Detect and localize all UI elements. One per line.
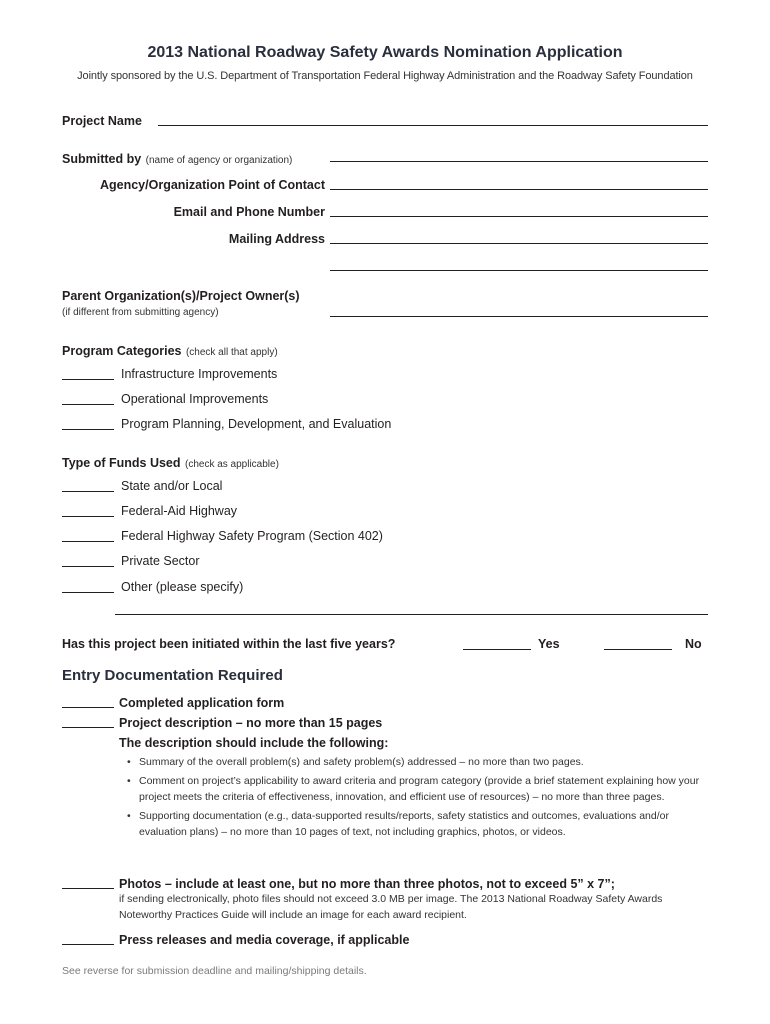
funds-heading: [62, 454, 279, 472]
doc-completed-form: Completed application form: [119, 696, 285, 710]
point-of-contact-field[interactable]: [330, 189, 708, 190]
initiated-no-field[interactable]: [604, 649, 672, 650]
bullet-dot-icon: •: [127, 774, 131, 787]
initiated-question: Has this project been initiated within the last five years?: [62, 637, 396, 651]
bullet-dot-icon: •: [127, 809, 131, 822]
funds-option-private: Private Sector: [121, 554, 200, 568]
submitted-by-note: (name of agency or organization): [145, 155, 293, 166]
category-checkbox-planning[interactable]: [62, 429, 114, 430]
page-footer: See reverse for submission deadline and mailing/shipping details.: [62, 965, 367, 977]
category-option-operational: Operational Improvements: [121, 392, 269, 406]
category-option-infrastructure: Infrastructure Improvements: [121, 367, 278, 381]
category-option-planning: Program Planning, Development, and Evaluation: [121, 417, 392, 431]
page-title: 2013 National Roadway Safety Awards Nomination Application: [147, 44, 623, 61]
category-checkbox-operational[interactable]: [62, 404, 114, 405]
doc-press: Press releases and media coverage, if applicable: [119, 933, 410, 947]
doc-checkbox-completed-form[interactable]: [62, 707, 114, 708]
documentation-heading: Entry Documentation Required: [62, 667, 283, 684]
point-of-contact-label: Agency/Organization Point of Contact: [99, 178, 325, 192]
funds-other-specify-field[interactable]: [115, 614, 708, 615]
program-categories-title: Program Categories: [62, 344, 182, 358]
funds-option-federal-aid: Federal-Aid Highway: [121, 504, 238, 518]
funds-checkbox-federal-aid[interactable]: [62, 516, 114, 517]
funds-checkbox-state[interactable]: [62, 491, 114, 492]
submitted-by-label: Submitted by: [62, 152, 142, 166]
parent-org-note: (if different from submitting agency): [62, 307, 219, 318]
initiated-yes-field[interactable]: [463, 649, 531, 650]
funds-option-state: State and/or Local: [121, 479, 223, 493]
doc-project-description: Project description – no more than 15 pages: [119, 716, 383, 730]
email-phone-label: Email and Phone Number: [173, 205, 325, 219]
funds-checkbox-other[interactable]: [62, 592, 114, 593]
doc-checkbox-press[interactable]: [62, 944, 114, 945]
doc-bullet-item: [127, 754, 714, 771]
initiated-yes-label: Yes: [538, 637, 560, 651]
doc-bullet-text: Summary of the overall problem(s) and safety problem(s) addressed – no more than two pages.: [139, 756, 584, 768]
doc-bullet-item: [127, 808, 704, 841]
program-categories-heading: [62, 342, 278, 360]
bullet-dot-icon: •: [127, 756, 131, 768]
program-categories-note: (check all that apply): [185, 347, 278, 358]
submitted-by-field[interactable]: [330, 161, 708, 162]
doc-bullet-item: [127, 773, 704, 806]
doc-bullet-list: [127, 754, 714, 841]
doc-checkbox-project-description[interactable]: [62, 727, 114, 728]
funds-option-section-402: Federal Highway Safety Program (Section 402): [121, 529, 383, 543]
project-name-label: Project Name: [62, 114, 142, 128]
funds-option-other: Other (please specify): [121, 580, 244, 594]
doc-description-intro: The description should include the following:: [119, 736, 389, 750]
submitted-by-row: [62, 150, 292, 168]
funds-checkbox-private[interactable]: [62, 566, 114, 567]
parent-org-label: Parent Organization(s)/Project Owner(s): [62, 289, 300, 303]
mailing-address-label: Mailing Address: [228, 232, 325, 246]
funds-title: Type of Funds Used: [62, 456, 181, 470]
mailing-address-field[interactable]: [330, 243, 708, 244]
doc-checkbox-photos[interactable]: [62, 888, 114, 889]
doc-bullet-text: Comment on project’s applicability to award criteria and program category (provide a brief statement explaining how your project meets the criteria of effectiveness, innovation, and efficient use of resources) – no more than three pages.: [139, 774, 700, 803]
parent-org-field[interactable]: [330, 316, 708, 317]
category-checkbox-infrastructure[interactable]: [62, 379, 114, 380]
funds-checkbox-section-402[interactable]: [62, 541, 114, 542]
doc-bullet-text: Supporting documentation (e.g., data-supported results/reports, safety statistics and outcomes, evaluations and/or evaluation plans) – no more than 10 pages of text, not including graphics, photos, or videos.: [139, 809, 669, 838]
mailing-address-field-2[interactable]: [330, 270, 708, 271]
funds-note: (check as applicable): [184, 459, 279, 470]
doc-photos: Photos – include at least one, but no more than three photos, not to exceed 5” x 7”;: [119, 877, 615, 891]
email-phone-field[interactable]: [330, 216, 708, 217]
initiated-no-label: No: [685, 637, 702, 651]
doc-photos-note: if sending electronically, photo files should not exceed 3.0 MB per image. The 2013 National Roadway Safety Awards Noteworthy Practices Guide will include an image for each award recipient.: [119, 893, 663, 921]
page-subtitle: Jointly sponsored by the U.S. Department of Transportation Federal Highway Administration and the Roadway Safety Foundation: [77, 70, 693, 82]
project-name-field[interactable]: [158, 125, 708, 126]
